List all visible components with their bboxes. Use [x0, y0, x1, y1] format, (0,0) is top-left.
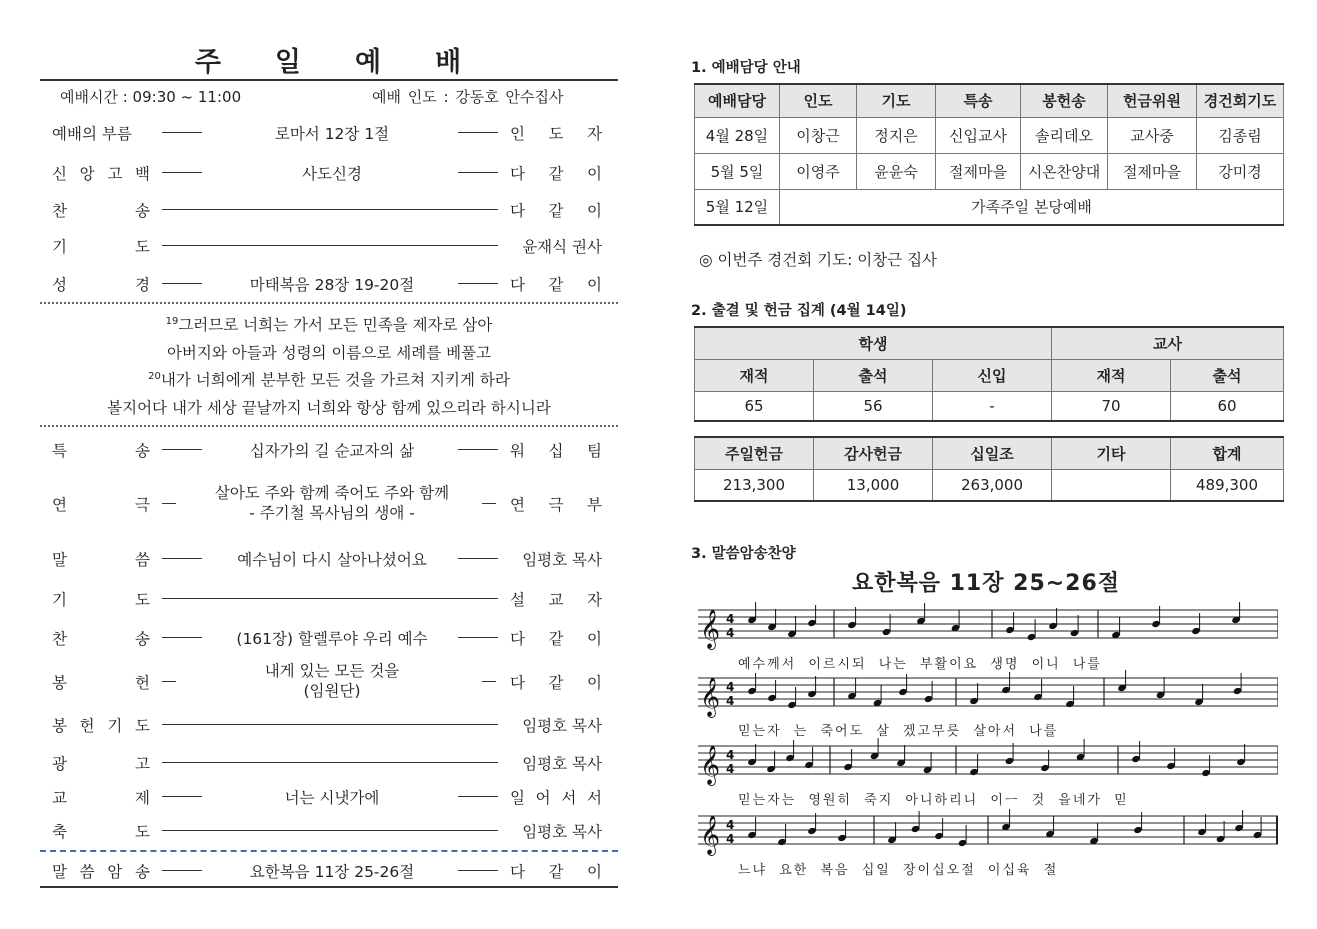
service-item-label: 기 도	[52, 238, 150, 256]
treble-clef-icon: 𝄞	[700, 815, 721, 855]
duty-header: 봉헌송	[1021, 84, 1108, 117]
leader-line	[162, 172, 202, 173]
table-cell: 5월 12일	[695, 189, 780, 225]
time-signature: 4	[726, 762, 735, 776]
service-item-leader: 임평호 목사	[522, 551, 602, 569]
leader-line	[162, 209, 498, 210]
duty-header: 예배담당	[695, 84, 780, 117]
service-item-leader: 다 같 이	[510, 630, 602, 648]
service-item-label: 성 경	[52, 276, 150, 294]
table-cell: 이영주	[780, 153, 857, 189]
leader-line	[162, 598, 498, 599]
service-item	[52, 197, 604, 221]
table-cell: 김종림	[1197, 117, 1284, 153]
table-row	[695, 469, 1284, 501]
service-item-label: 말 씀	[52, 551, 150, 569]
service-item-leader: 임평호 목사	[522, 755, 602, 773]
service-item	[52, 625, 604, 649]
service-item-label: 축 도	[52, 823, 150, 841]
duty-header: 경건회기도	[1197, 84, 1284, 117]
table-row	[695, 189, 1284, 225]
verse-line: 볼지어다 내가 세상 끝날까지 너희와 항상 함께 있으리라 하시니라	[107, 399, 551, 417]
service-item-leader: 워 십 팀	[510, 442, 602, 460]
title-char: 예	[355, 47, 384, 78]
service-item	[52, 271, 604, 295]
leader-line	[162, 796, 202, 797]
offering-header: 감사헌금	[814, 437, 933, 469]
section-title: 3. 말씀암송찬양	[691, 546, 796, 562]
table-cell: 절제마을	[1108, 153, 1197, 189]
time-signature: 4	[726, 612, 735, 626]
service-item-label: 찬 송	[52, 630, 150, 648]
time-signature: 4	[726, 680, 735, 694]
service-item-label: 말 씀 암 송	[52, 863, 150, 881]
section-title: 2. 출결 및 헌금 집계 (4월 14일)	[691, 303, 907, 319]
lyric-line: 느냐 요한 복음 십일 장이십오절 이십육 절	[738, 863, 1059, 878]
service-item-leader: 다 같 이	[510, 674, 602, 692]
service-item-leader: 다 같 이	[510, 202, 602, 220]
service-item-content: 예수님이 다시 살아나셨어요	[237, 551, 427, 569]
att-header: 재적	[695, 359, 814, 391]
service-item-leader: 인 도 자	[510, 125, 602, 143]
time-signature: 4	[726, 694, 735, 708]
service-item-content: 로마서 12장 1절	[274, 125, 390, 143]
service-item-label: 광 고	[52, 755, 150, 773]
time-signature: 4	[726, 626, 735, 640]
duty-header: 기도	[857, 84, 936, 117]
duty-header: 특송	[936, 84, 1021, 117]
service-item-leader: 일 어 서 서	[510, 789, 602, 807]
table-row	[695, 117, 1284, 153]
service-item-label: 특 송	[52, 442, 150, 460]
service-item-content: 내게 있는 모든 것을 (임원단)	[264, 662, 400, 700]
leader-line	[162, 132, 202, 133]
group-header: 교사	[1052, 327, 1284, 359]
service-item	[52, 818, 604, 842]
service-item-leader: 임평호 목사	[522, 823, 602, 841]
leader-line	[162, 681, 176, 682]
score-title: 요한복음 11장 25~26절	[851, 571, 1121, 596]
service-item-label: 예배의 부름	[52, 125, 132, 143]
offering-header: 주일헌금	[695, 437, 814, 469]
prayer-note: ◎ 이번주 경건회 기도: 이창근 집사	[699, 251, 938, 269]
service-item	[52, 484, 604, 522]
service-item-leader: 임평호 목사	[522, 717, 602, 735]
leader-line	[162, 637, 202, 638]
leader-line	[162, 283, 202, 284]
table-cell: 263,000	[933, 469, 1052, 501]
leader-line	[458, 870, 498, 871]
service-item-content: 요한복음 11장 25-26절	[249, 863, 415, 881]
treble-clef-icon: 𝄞	[700, 609, 721, 649]
service-item-label: 기 도	[52, 591, 150, 609]
lyric-line: 믿는자 는 죽어도 살 겠고무릇 살아서 나를	[738, 724, 1059, 739]
table-cell: 교사중	[1108, 117, 1197, 153]
service-item	[52, 120, 604, 144]
service-item	[52, 662, 604, 700]
service-item	[52, 233, 604, 257]
service-item	[52, 712, 604, 736]
lyric-line: 예수께서 이르시되 나는 부활이요 생명 이니 나를	[738, 657, 1102, 672]
leader-line	[162, 830, 498, 831]
service-item-label: 찬 송	[52, 202, 150, 220]
table-row	[695, 153, 1284, 189]
service-item-label: 신 앙 고 백	[52, 165, 150, 183]
leader-line	[458, 449, 498, 450]
service-item	[52, 160, 604, 184]
title-char: 배	[435, 47, 464, 78]
table-cell	[1052, 469, 1171, 501]
page-title	[40, 40, 618, 79]
table-cell: 정지은	[857, 117, 936, 153]
table-cell: 213,300	[695, 469, 814, 501]
table-cell: 시온찬양대	[1021, 153, 1108, 189]
table-cell: 4월 28일	[695, 117, 780, 153]
att-header: 신입	[933, 359, 1052, 391]
divider	[40, 302, 618, 304]
verse-line: $^{20}$내가 너희에게 분부한 모든 것을 가르쳐 지키게 하라	[148, 370, 510, 389]
verse-line: $^{19}$그러므로 너희는 가서 모든 민족을 제자로 삼아	[165, 315, 493, 334]
table-cell: 70	[1052, 391, 1171, 421]
leader-line	[482, 681, 496, 682]
table-cell: -	[933, 391, 1052, 421]
table-row	[695, 391, 1284, 421]
service-item-leader: 설 교 자	[510, 591, 602, 609]
service-item	[52, 750, 604, 774]
duty-header: 인도	[780, 84, 857, 117]
service-item	[52, 784, 604, 808]
table-cell: 윤윤숙	[857, 153, 936, 189]
leader-line	[162, 503, 176, 504]
service-item-leader: 다 같 이	[510, 276, 602, 294]
table-cell: 489,300	[1171, 469, 1284, 501]
section-title: 1. 예배담당 안내	[691, 60, 801, 76]
divider	[40, 886, 618, 888]
service-item-content: 사도신경	[302, 165, 362, 183]
offering-header: 합계	[1171, 437, 1284, 469]
leader-line	[162, 245, 498, 246]
service-time: 예배시간 : 09:30 ~ 11:00	[60, 88, 242, 106]
leader-line	[458, 283, 498, 284]
service-item	[52, 437, 604, 461]
divider	[40, 850, 618, 852]
service-item-leader: 다 같 이	[510, 863, 602, 881]
table-cell: 13,000	[814, 469, 933, 501]
leader-line	[162, 762, 498, 763]
lyric-line: 믿는자는 영원히 죽지 아니하리니 이ㅡ 것 을네가 믿	[738, 793, 1129, 808]
service-item	[52, 586, 604, 610]
leader-line	[162, 449, 202, 450]
offering-header: 십일조	[933, 437, 1052, 469]
table-cell: 이창근	[780, 117, 857, 153]
service-item-content: 너는 시냇가에	[284, 789, 380, 807]
service-item-leader: 연 극 부	[510, 496, 602, 514]
leader-line	[162, 870, 202, 871]
time-signature: 4	[726, 832, 735, 846]
service-item-leader: 윤재식 권사	[522, 238, 602, 256]
leader-line	[162, 724, 498, 725]
time-signature: 4	[726, 748, 735, 762]
service-item-content: 마태복음 28장 19-20절	[249, 276, 415, 294]
attendance-table	[694, 326, 1284, 422]
service-item-leader: 다 같 이	[510, 165, 602, 183]
table-cell: 5월 5일	[695, 153, 780, 189]
duty-table	[694, 83, 1284, 226]
title-char: 주	[194, 47, 223, 78]
divider	[40, 79, 618, 81]
service-item-label: 봉 헌 기 도	[52, 717, 150, 735]
att-header: 재적	[1052, 359, 1171, 391]
table-cell: 65	[695, 391, 814, 421]
table-cell: 가족주일 본당예배	[780, 189, 1284, 225]
leader-line	[482, 503, 496, 504]
leader-line	[162, 558, 202, 559]
title-char: 일	[274, 47, 303, 78]
treble-clef-icon: 𝄞	[700, 677, 721, 717]
duty-header: 헌금위원	[1108, 84, 1197, 117]
att-header: 출석	[814, 359, 933, 391]
table-cell: 솔리데오	[1021, 117, 1108, 153]
service-leader: 예배 인도 : 강동호 안수집사	[372, 88, 564, 106]
leader-line	[458, 172, 498, 173]
treble-clef-icon: 𝄞	[700, 745, 721, 785]
offering-table	[694, 436, 1284, 502]
service-item-content: 십자가의 길 순교자의 삶	[249, 442, 415, 460]
table-cell: 신입교사	[936, 117, 1021, 153]
sheet-music	[694, 566, 1278, 882]
table-cell: 56	[814, 391, 933, 421]
service-item-content: 살아도 주와 함께 죽어도 주와 함께 - 주기철 목사님의 생애 -	[214, 484, 450, 522]
divider	[40, 425, 618, 427]
time-signature: 4	[726, 818, 735, 832]
service-item-content: (161장) 할렐루야 우리 예수	[236, 630, 428, 648]
verse-line: 아버지와 아들과 성령의 이름으로 세례를 베풀고	[166, 344, 492, 362]
leader-line	[458, 558, 498, 559]
service-item	[52, 858, 604, 882]
group-header: 학생	[695, 327, 1052, 359]
service-item-label: 교 제	[52, 789, 150, 807]
service-item-label: 연 극	[52, 496, 150, 514]
table-cell: 절제마을	[936, 153, 1021, 189]
leader-line	[458, 796, 498, 797]
att-header: 출석	[1171, 359, 1284, 391]
leader-line	[458, 132, 498, 133]
table-cell: 강미경	[1197, 153, 1284, 189]
offering-header: 기타	[1052, 437, 1171, 469]
service-item	[52, 546, 604, 570]
table-cell: 60	[1171, 391, 1284, 421]
service-item-label: 봉 헌	[52, 674, 150, 692]
leader-line	[458, 637, 498, 638]
